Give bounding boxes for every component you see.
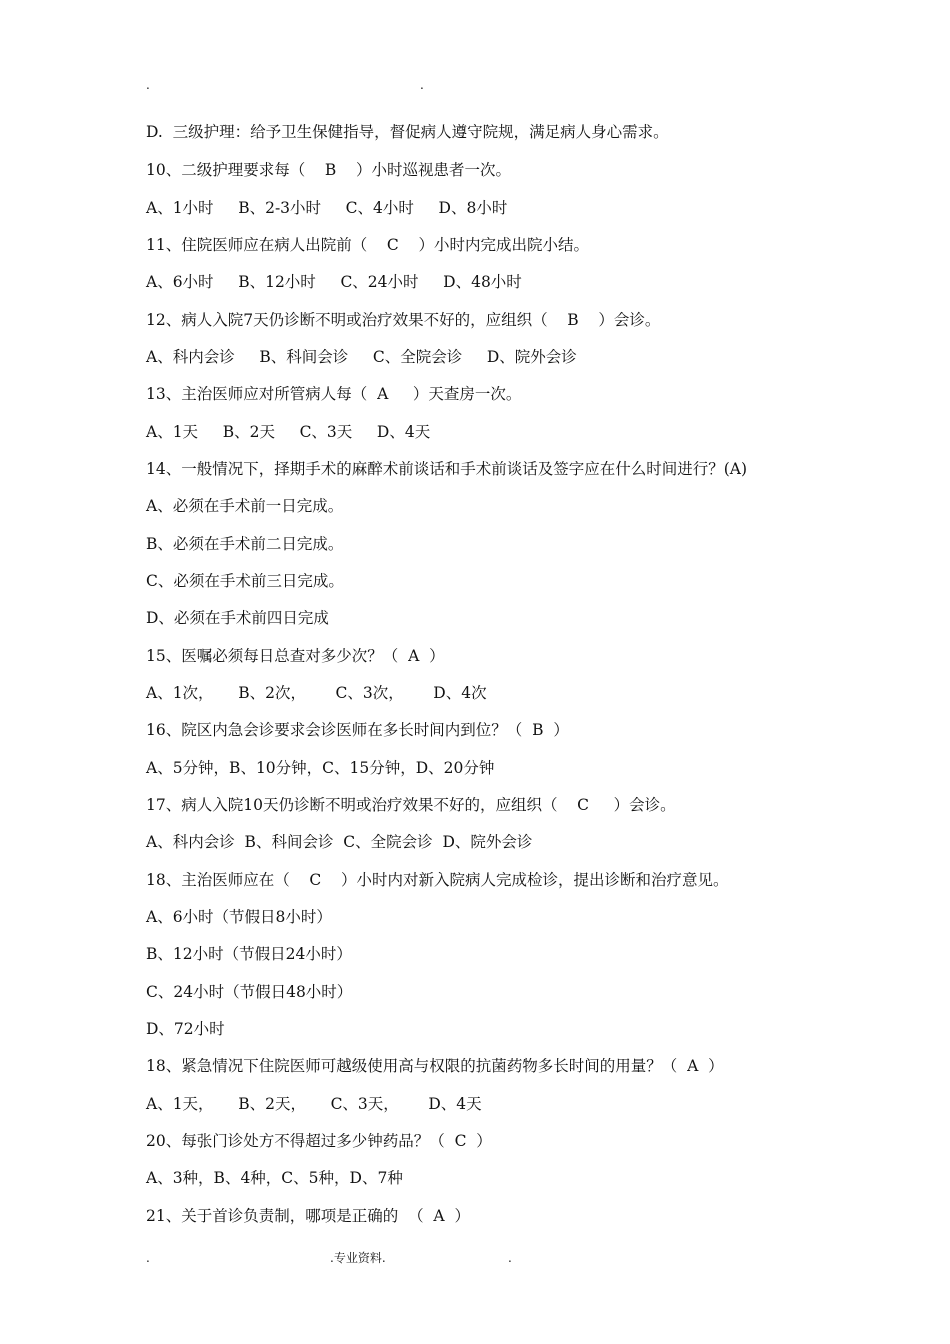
options-16: A、5分钟，B、10分钟，C、15分钟，D、20分钟 xyxy=(146,759,495,777)
options-11: A、6小时 B、12小时 C、24小时 D、48小时 xyxy=(146,273,522,291)
option-18a: A、6小时（节假日8小时） xyxy=(146,908,332,926)
option-14a: A、必须在手术前一日完成。 xyxy=(146,497,344,515)
options-20: A、3种，B、4种，C、5种，D、7种 xyxy=(146,1169,403,1187)
option-14c: C、必须在手术前三日完成。 xyxy=(146,572,344,590)
footer-label: .专业资料. xyxy=(330,1251,386,1265)
question-21: 21、关于首诊负责制，哪项是正确的 （ A ） xyxy=(146,1207,470,1225)
question-13: 13、主治医师应对所管病人每（ A ）天查房一次。 xyxy=(146,385,522,403)
text-line: D. 三级护理：给予卫生保健指导，督促病人遵守院规，满足病人身心需求。 xyxy=(146,123,669,141)
question-12: 12、病人入院7天仍诊断不明或治疗效果不好的，应组织（ B ）会诊。 xyxy=(146,311,661,329)
options-12: A、科内会诊 B、科间会诊 C、全院会诊 D、院外会诊 xyxy=(146,348,577,366)
option-14d: D、必须在手术前四日完成 xyxy=(146,609,329,627)
question-18-second: 18、紧急情况下住院医师可越级使用高与权限的抗菌药物多长时间的用量？（ A ） xyxy=(146,1057,724,1075)
options-15: A、1次， B、2次， C、3次， D、4次 xyxy=(146,684,487,702)
question-11: 11、住院医师应在病人出院前（ C ）小时内完成出院小结。 xyxy=(146,236,590,254)
question-18: 18、主治医师应在（ C ）小时内对新入院病人完成检诊，提出诊断和治疗意见。 xyxy=(146,871,729,889)
options-10: A、1小时 B、2-3小时 C、4小时 D、8小时 xyxy=(146,199,508,217)
header-dot-left: . xyxy=(146,78,150,92)
question-17: 17、病人入院10天仍诊断不明或治疗效果不好的，应组织（ C ）会诊。 xyxy=(146,796,676,814)
footer-dot-left: . xyxy=(146,1251,150,1265)
option-18c: C、24小时（节假日48小时） xyxy=(146,983,353,1001)
option-14b: B、必须在手术前二日完成。 xyxy=(146,535,344,553)
option-18d: D、72小时 xyxy=(146,1020,225,1038)
question-15: 15、医嘱必须每日总查对多少次？（ A ） xyxy=(146,647,445,665)
question-14: 14、一般情况下，择期手术的麻醉术前谈话和手术前谈话及签字应在什么时间进行？(A) xyxy=(146,460,748,478)
question-16: 16、院区内急会诊要求会诊医师在多长时间内到位？（ B ） xyxy=(146,721,569,739)
footer-dot-right: . xyxy=(508,1251,512,1265)
option-18b: B、12小时（节假日24小时） xyxy=(146,945,352,963)
options-18-second: A、1天， B、2天， C、3天， D、4天 xyxy=(146,1095,482,1113)
options-17: A、科内会诊 B、科间会诊 C、全院会诊 D、院外会诊 xyxy=(146,833,533,851)
question-20: 20、每张门诊处方不得超过多少钟药品？（ C ） xyxy=(146,1132,492,1150)
options-13: A、1天 B、2天 C、3天 D、4天 xyxy=(146,423,431,441)
header-dot-right: . xyxy=(420,78,424,92)
question-10: 10、二级护理要求每（ B ）小时巡视患者一次。 xyxy=(146,161,512,179)
